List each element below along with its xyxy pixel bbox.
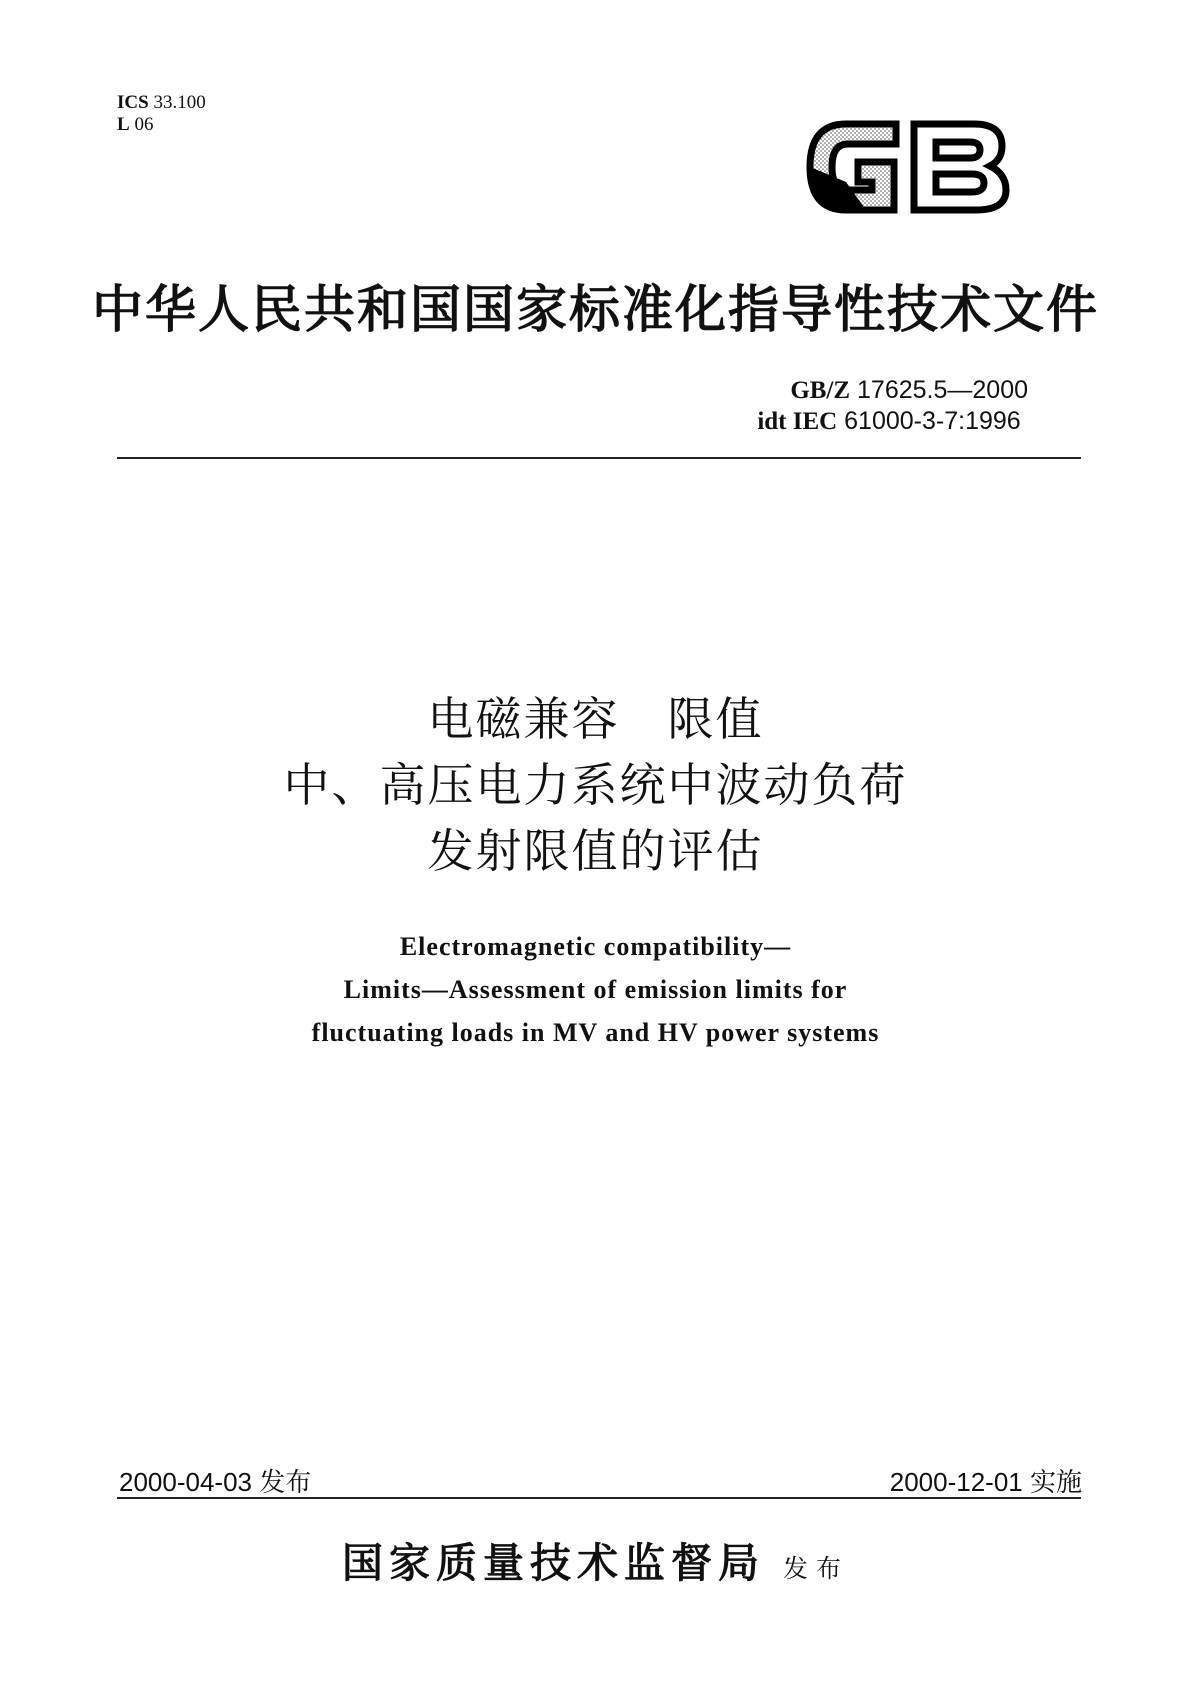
footer-divider [117, 1497, 1081, 1499]
issue-date: 2000-04-03 发布 [119, 1467, 312, 1497]
publisher [0, 1530, 1191, 1589]
title-cn-line-2: 中、高压电力系统中波动负荷 [283, 758, 908, 812]
standard-number-block [757, 375, 1028, 437]
l-code: L 06 [117, 114, 154, 135]
title-chinese [0, 686, 1191, 884]
idt-reference: idt IEC 61000-3-7:1996 [757, 407, 1021, 435]
gb-logo [806, 112, 1010, 222]
title-english [0, 925, 1191, 1054]
title-cn-line-1: 电磁兼容 限值 [427, 692, 764, 746]
title-en-line-3: fluctuating loads in MV and HV power systems [311, 1018, 880, 1047]
gb-logo-text: GB [806, 112, 808, 113]
header-divider [117, 457, 1081, 459]
publisher-suffix: 发布 [782, 1554, 849, 1583]
implementation-date: 2000-12-01 实施 [889, 1467, 1082, 1497]
ics-code: ICS 33.100 [117, 92, 206, 113]
title-en-line-1: Electromagnetic compatibility— [399, 932, 792, 961]
classification-codes [117, 92, 206, 136]
title-en-line-2: Limits—Assessment of emission limits for [343, 975, 848, 1004]
publisher-name: 国家质量技术监督局 [341, 1539, 765, 1587]
national-title: 中华人民共和国国家标准化指导性技术文件 [91, 281, 1099, 340]
standard-number: GB/Z 17625.5—2000 [790, 376, 1028, 404]
title-cn-line-3: 发射限值的评估 [427, 824, 764, 878]
